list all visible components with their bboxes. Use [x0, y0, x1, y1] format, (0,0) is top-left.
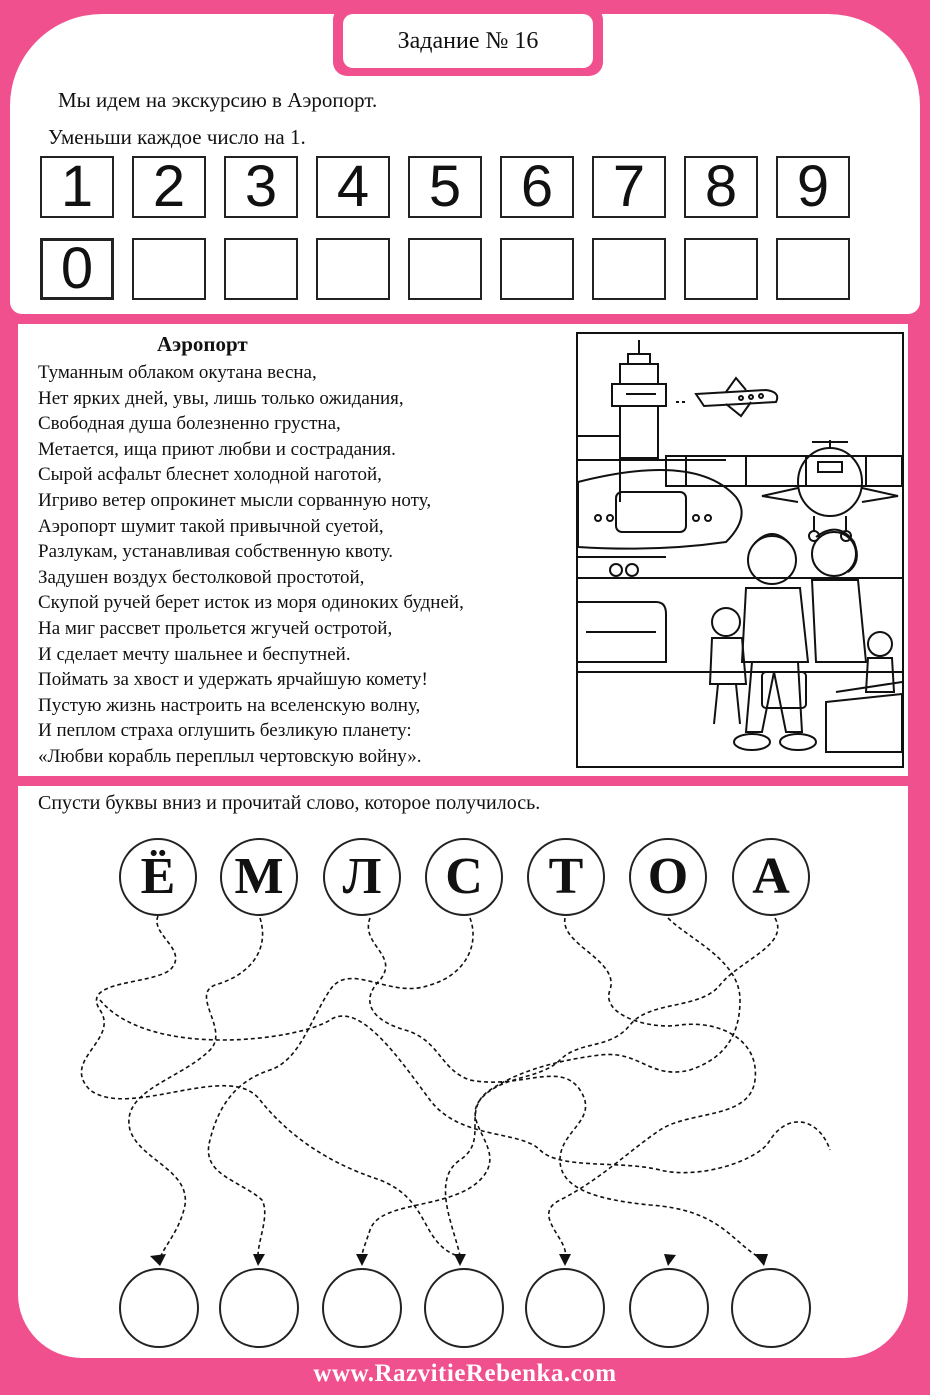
poem-line: И сделает мечту шальнее и беспутней. [38, 643, 351, 665]
answer-cell[interactable] [776, 238, 850, 300]
answer-circle[interactable] [424, 1268, 504, 1348]
poem-line: И пеплом страха оглушить безликую планету: [38, 720, 412, 742]
poem-text [38, 360, 464, 770]
answer-cell[interactable] [684, 238, 758, 300]
poem-title: Аэропорт [157, 332, 248, 356]
poem-line: Сырой асфальт блеснет холодной наготой, [38, 464, 382, 486]
airport-illustration [576, 332, 904, 768]
poem-line: Скупой ручей берет исток из моря одиноких будней, [38, 592, 464, 614]
poem-line: Аэропорт шумит такой привычной суетой, [38, 515, 384, 537]
numbers-top-row [40, 156, 868, 218]
answer-cell[interactable] [316, 238, 390, 300]
answer-circle[interactable] [629, 1268, 709, 1348]
number-cell: 5 [408, 156, 482, 218]
letter-circle: Ё [119, 838, 197, 916]
task-title: Задание № 16 [343, 14, 593, 68]
number-cell: 4 [316, 156, 390, 218]
answer-cell[interactable] [408, 238, 482, 300]
letter-circle: О [629, 838, 707, 916]
poem-line: Поймать за хвост и удержать ярчайшую комету! [38, 669, 428, 691]
poem-line: На миг рассвет прольется жгучей остротой, [38, 617, 393, 639]
letter-circle: А [732, 838, 810, 916]
answer-cell[interactable] [224, 238, 298, 300]
site-url[interactable]: www.RazvitieRebenka.com [313, 1360, 617, 1387]
poem-line: Нет ярких дней, увы, лишь только ожидания, [38, 387, 404, 409]
answer-cell[interactable] [592, 238, 666, 300]
numbers-answer-row [40, 238, 868, 300]
numbers-instruction: Уменьши каждое число на 1. [48, 125, 306, 149]
letter-circle: С [425, 838, 503, 916]
answer-circle[interactable] [525, 1268, 605, 1348]
number-cell: 9 [776, 156, 850, 218]
letter-circle: Т [527, 838, 605, 916]
maze-instruction: Спусти буквы вниз и прочитай слово, которое получилось. [38, 792, 541, 814]
poem-line: Пустую жизнь настроить на вселенскую волну, [38, 694, 421, 716]
answer-circle[interactable] [731, 1268, 811, 1348]
poem-line: Задушен воздух бестолковой простотой, [38, 566, 365, 588]
answer-circle[interactable] [119, 1268, 199, 1348]
answer-circle[interactable] [219, 1268, 299, 1348]
number-cell: 3 [224, 156, 298, 218]
poem-line: Свободная душа болезненно грустна, [38, 413, 341, 435]
poem-line: Туманным облаком окутана весна, [38, 362, 317, 383]
answer-circle[interactable] [322, 1268, 402, 1348]
number-cell: 1 [40, 156, 114, 218]
letter-circle: Л [323, 838, 401, 916]
number-cell: 6 [500, 156, 574, 218]
number-cell: 2 [132, 156, 206, 218]
number-cell: 8 [684, 156, 758, 218]
poem-line: Разлукам, устанавливая собственную квоту. [38, 541, 394, 563]
poem-line: Метается, ища приют любви и сострадания. [38, 438, 396, 460]
answer-cell[interactable]: 0 [40, 238, 114, 300]
number-cell: 7 [592, 156, 666, 218]
poem-line: «Любви корабль переплыл чертовскую войну». [38, 745, 422, 767]
poem-line: Игриво ветер опрокинет мысли сорванную ноту, [38, 489, 432, 511]
answer-cell[interactable] [132, 238, 206, 300]
intro-text: Мы идем на экскурсию в Аэропорт. [58, 88, 378, 112]
letter-circle: М [220, 838, 298, 916]
answer-cell[interactable] [500, 238, 574, 300]
